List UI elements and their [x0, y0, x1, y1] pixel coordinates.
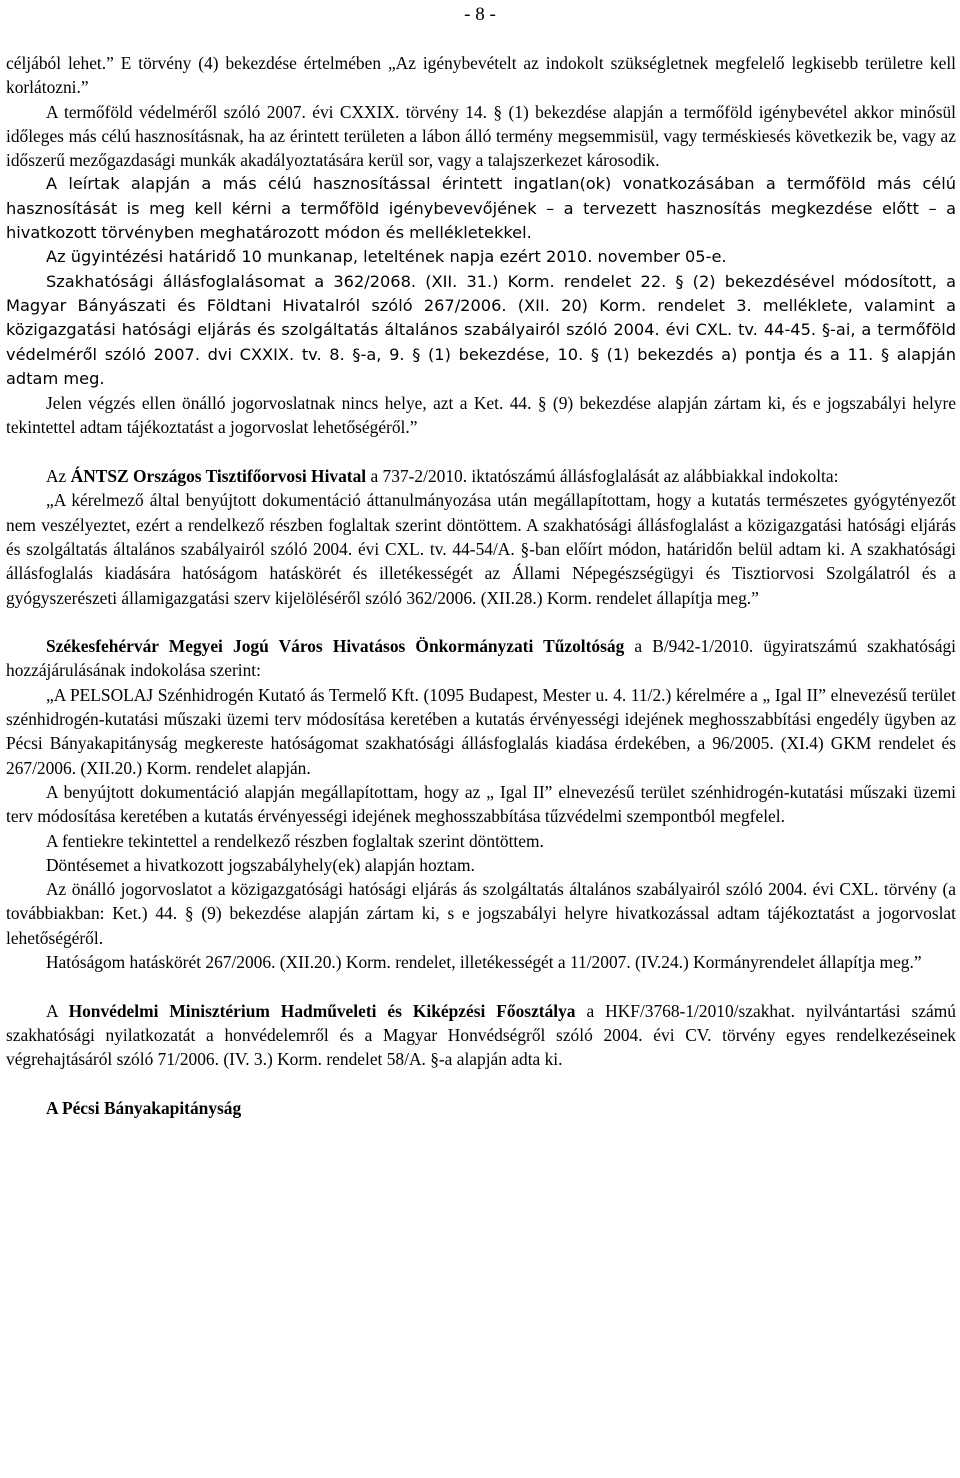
spacer — [6, 610, 956, 634]
spacer — [6, 1071, 956, 1095]
antsz-authority-name: ÁNTSZ Országos Tisztifőorvosi Hivatal — [70, 466, 367, 487]
paragraph-tuzolto-q3: A fentiekre tekintettel a rendelkező részben foglaltak szerint döntöttem. — [46, 830, 544, 851]
paragraph-honved: A Honvédelmi Minisztérium Hadműveleti és Kiképzési Főosztálya a HKF/3768-1/2010/szakhat. nyilvántartási számú szakhatósági nyilatkozatát a honvédelemről és a Magyar Honvédségről szóló 2004. évi CV. törvény egyes rendelkezéseinek végrehajtásáról szóló 71/2006. (IV. 3.) Korm. rendelet 58/A. §-a alapján adta ki. — [6, 1000, 956, 1070]
paragraph-antsz-intro: Az ÁNTSZ Országos Tisztifőorvosi Hivatal a 737-2/2010. iktatószámú állásfoglalását az alábbiakkal indokolta: — [46, 466, 839, 487]
spacer — [6, 440, 956, 464]
paragraph-continuation: céljából lehet.” E törvény (4) bekezdése értelmében „Az igénybevételt az indokolt szükségletnek megfelelő legkisebb területre kell korlátozni.” — [6, 53, 956, 98]
paragraph-termofold-14: A termőföld védelméről szóló 2007. évi CXXIX. törvény 14. § (1) bekezdése alapján a termőföld igénybevétel akkor minősül időleges más célú hasznosításnak, ha az érintett területen a lábon álló termény megsemmisül, vagy terméskiesés következik be, vagy az időszerű mezőgazdasági munkák akadályoztatására kerül sor, vagy a talajszerkezet károsodik. — [6, 101, 956, 171]
paragraph-tuzolto-q2: A benyújtott dokumentáció alapján megállapítottam, hogy az „ Igal II” elnevezésű terület szénhidrogén-kutatási műszaki üzemi terv módosítása keretében a kutatás érvényességi idejének meghosszabbítása tűzvédelmi szempontból megfelel. — [6, 781, 956, 827]
paragraph-tuzolto-q5: Az önálló jogorvoslatot a közigazgatósági hatósági eljárás ás szolgáltatás általános szabályairól szóló 2004. évi CXL. törvény (a továbbiakban: Ket.) 44. § (9) bekezdése alapján zártam ki, s e jogszabályi helyre hivatkozással adtam tájékoztatást a jogorvoslat lehetőségéről. — [6, 879, 956, 948]
document-body — [6, 51, 956, 1120]
paragraph-tuzolto-q4: Döntésemet a hivatkozott jogszabályhely(ek) alapján hoztam. — [46, 854, 475, 875]
paragraph-tuzolto-intro: Székesfehérvár Megyei Jogú Város Hivatásos Önkormányzati Tűzoltóság a B/942-1/2010. ügyiratszámú szakhatósági hozzájárulásának indokolása szerint: — [6, 636, 956, 681]
spacer — [6, 974, 956, 998]
honved-authority-name: Honvédelmi Minisztérium Hadműveleti és Kiképzési Főosztálya — [68, 1000, 576, 1021]
paragraph-jogorvoslat: Jelen végzés ellen önálló jogorvoslatnak nincs helye, azt a Ket. 44. § (9) bekezdése alapján zártam ki, és e jogszabályi helyre tekintettel adtam tájékoztatást a jogorvoslat lehetőségéről.” — [6, 393, 956, 438]
paragraph-leirtak: A leírtak alapján a más célú hasznosítással érintett ingatlan(ok) vonatkozásában a termőföld más célú hasznosítását is meg kell kérni a termőföld igénybevevőjének – a tervezett hasznosítás megkezdése előtt – a hivatkozott törvényben meghatározott módon és mellékletekkel. — [6, 174, 956, 243]
paragraph-tuzolto-q6: Hatóságom hatáskörét 267/2006. (XII.20.) Korm. rendelet, illetékességét a 11/2007. (IV.24.) Kormányrendelet állapítja meg.” — [46, 951, 922, 972]
heading-pecsi-banyakapitanysag: A Pécsi Bányakapitányság — [46, 1097, 242, 1118]
paragraph-antsz-quote: „A kérelmező által benyújtott dokumentáció áttanulmányozása után megállapítottam, hogy a kutatás természetes gyógytényezőt nem veszélyeztet, ezért a rendelkező részben foglaltak szerint döntöttem. A szakhatósági állásfoglalást a közigazgatási hatósági eljárás és szolgáltatás általános szabályairól szóló 2004. évi CXL. tv. 44-54/A. §-ban előírt módon, határidőn belül adtam ki. A szakhatósági állásfoglalás kiadására hatóságom hatáskörét és illetékességét az Állami Népegészségügyi és Tisztiorvosi Szolgálatról és a gyógyszerészeti államigazgatási szerv kijelöléséről szóló 362/2006. (XII.28.) Korm. rendelet állapítja meg.” — [6, 490, 956, 608]
paragraph-hatarido: Az ügyintézési határidő 10 munkanap, leteltének napja ezért 2010. november 05-e. — [46, 247, 727, 267]
tuzolto-authority-name: Székesfehérvár Megyei Jogú Város Hivatásos Önkormányzati Tűzoltóság — [46, 636, 625, 657]
paragraph-szakhatosagi: Szakhatósági állásfoglalásomat a 362/2068. (XII. 31.) Korm. rendelet 22. § (2) bekezdésével módosított, a Magyar Bányászati és Földtani Hivatalról szóló 267/2006. (XII. 20) Korm. rendelet 3. melléklete, valamint a közigazgatási hatósági eljárás és szolgáltatás általános szabályairól szóló 2004. évi CXL. tv. 44-45. §-ai, a termőföld védelméről szóló 2007. dvi CXXIX. tv. 8. §-a, 9. § (1) bekezdése, 10. § (1) bekezdés a) pontja és a 11. § alapján adtam meg. — [6, 271, 956, 388]
page-number: - 8 - — [464, 4, 496, 25]
paragraph-tuzolto-q1: „A PELSOLAJ Szénhidrogén Kutató ás Termelő Kft. (1095 Budapest, Mester u. 4. 11/2.) kérelmére a „ Igal II” elnevezésű terület szénhidrogén-kutatási műszaki üzemi terv módosítása keretében a kutatás érvényességi idejének meghosszabbítási engedély ügyben az Pécsi Bányakapitányság megkereste hatóságomat szakhatósági állásfoglalás kiadása érdekében, a 96/2005. (XI.4) GKM rendelet és 267/2006. (XII.20.) Korm. rendelet alapján. — [6, 684, 956, 778]
